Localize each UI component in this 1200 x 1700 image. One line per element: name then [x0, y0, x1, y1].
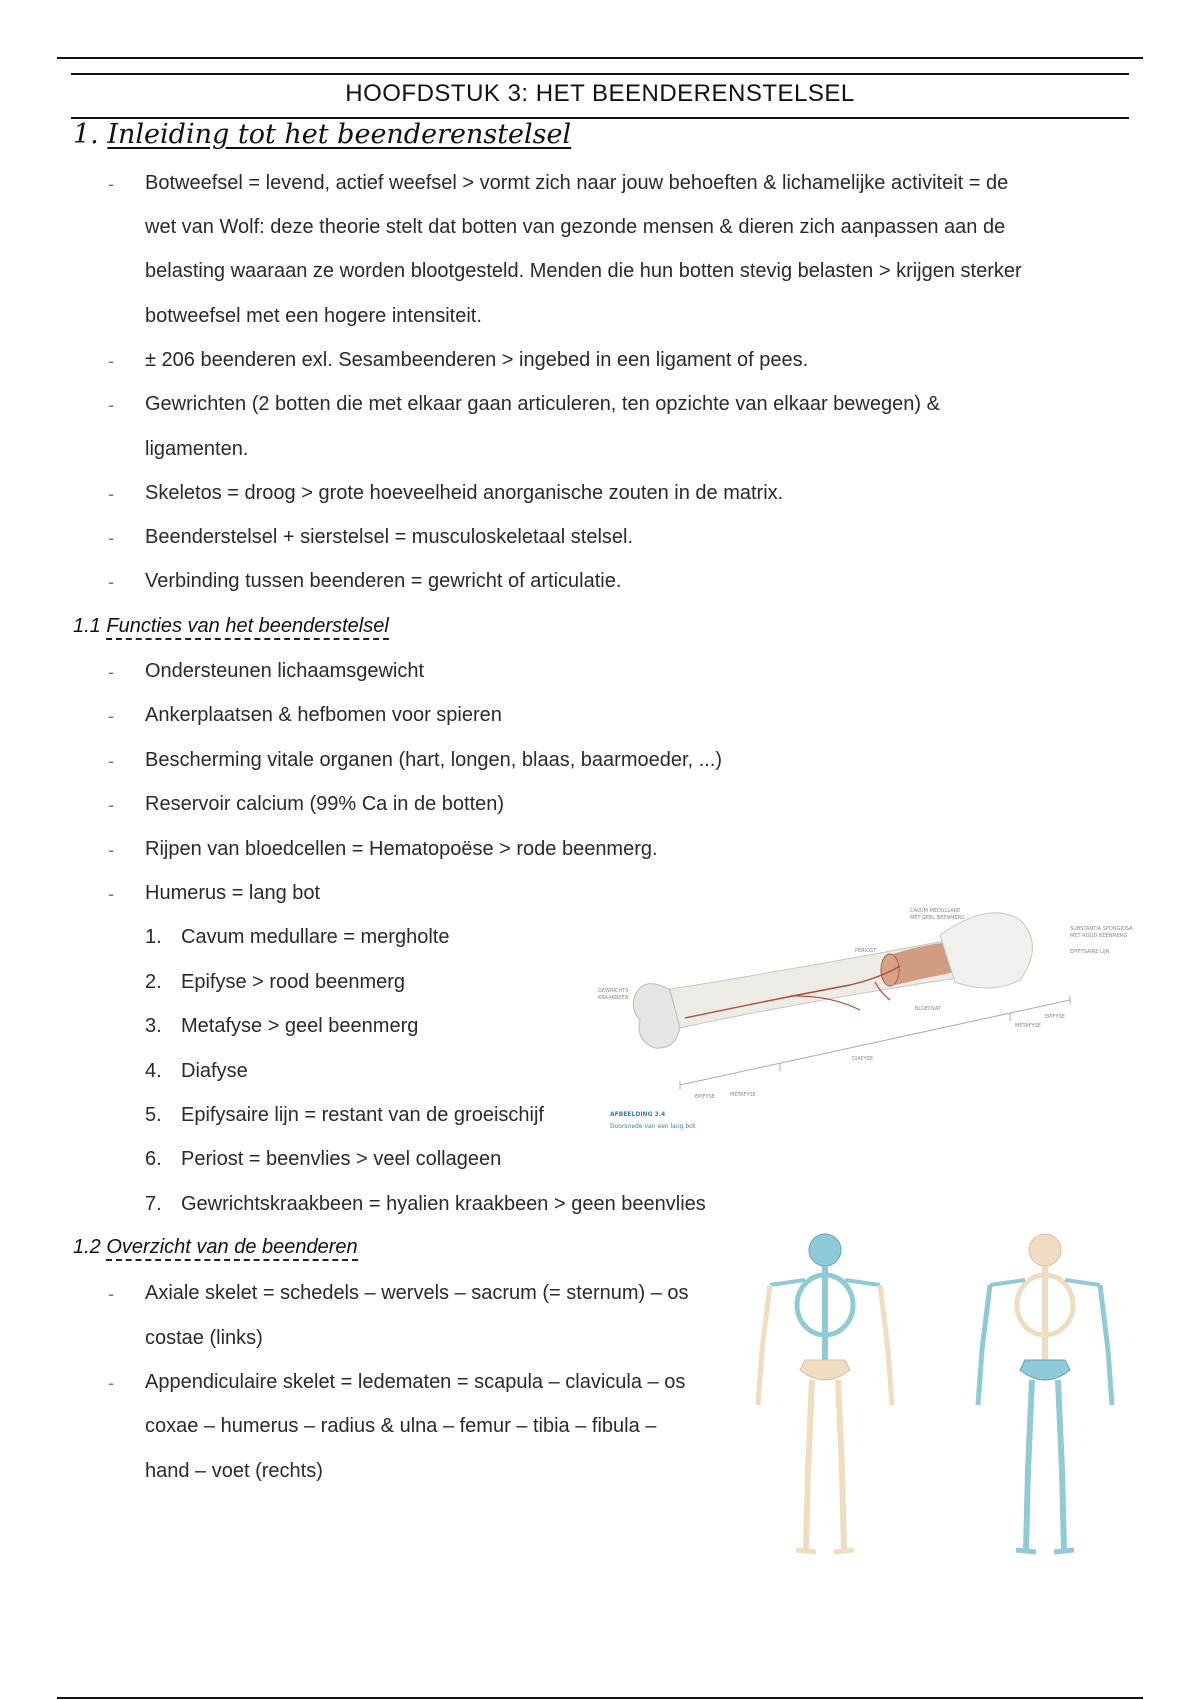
label-epifyse-right: EPIFYSE — [1045, 1014, 1065, 1020]
list-item: Diafyse — [181, 1060, 248, 1082]
chapter-title: HOOFDSTUK 3: HET BEENDERENSTELSEL — [345, 80, 855, 107]
list-item: Periost = beenvlies > veel collageen — [181, 1148, 502, 1170]
skeletons-figure — [750, 1230, 1130, 1570]
list-item: Gewrichtskraakbeen = hyalien kraakbeen > geen beenvlies — [181, 1193, 706, 1215]
subsection-title-text: Overzicht van de beenderen — [106, 1236, 357, 1261]
label-periost: PERIOST — [855, 948, 877, 954]
label-diafyse: DIAFYSE — [852, 1056, 874, 1062]
label-cavum-2: MET GEEL BEENMERG — [910, 915, 965, 921]
list-number: 5. — [145, 1104, 162, 1126]
label-epifyse-left: EPIFYSE — [695, 1094, 715, 1100]
bullet-line: Reservoir calcium (99% Ca in de botten) — [145, 793, 505, 815]
section-1-2-title — [73, 1236, 358, 1259]
figure-caption: Doorsnede van een lang bot — [610, 1123, 696, 1130]
label-bloedvat: BLOEDVAT — [915, 1006, 942, 1012]
bullet-dash: - — [108, 572, 114, 592]
skeleton-appendicular-highlighted — [978, 1234, 1112, 1552]
section-1-title — [73, 119, 571, 150]
list-number: 7. — [145, 1193, 162, 1215]
list-number: 6. — [145, 1148, 162, 1170]
list-item: Epifysaire lijn = restant van de groeischijf — [181, 1104, 544, 1126]
list-number: 2. — [145, 971, 162, 993]
bullet-dash: - — [108, 840, 114, 860]
figure-caption-title: AFBEELDING 3.4 — [610, 1111, 666, 1118]
list-number: 4. — [145, 1060, 162, 1082]
bullet-line: Verbinding tussen beenderen = gewricht of articulatie. — [145, 570, 622, 592]
bullet-line: Ankerplaatsen & hefbomen voor spieren — [145, 704, 502, 726]
section-title-text: Inleiding tot het beenderenstelsel — [107, 119, 572, 150]
list-number: 3. — [145, 1015, 162, 1037]
bullet-line: coxae – humerus – radius & ulna – femur – tibia – fibula – — [145, 1415, 657, 1437]
list-item: Cavum medullare = mergholte — [181, 926, 450, 948]
subsection-title-text: Functies van het beenderstelsel — [106, 615, 388, 640]
bullet-line: Ondersteunen lichaamsgewicht — [145, 660, 425, 682]
bullet-dash: - — [108, 528, 114, 548]
label-cavum: CAVUM MEDULLARE — [910, 908, 961, 914]
bullet-line: Axiale skelet = schedels – wervels – sacrum (= sternum) – os — [145, 1282, 689, 1304]
bullet-dash: - — [108, 884, 114, 904]
bullet-dash: - — [108, 174, 114, 194]
bullet-line: hand – voet (rechts) — [145, 1460, 323, 1482]
bottom-rule — [57, 1697, 1143, 1699]
bullet-line: ligamenten. — [145, 438, 249, 460]
bullet-line: Beenderstelsel + sierstelsel = musculoskeletaal stelsel. — [145, 526, 634, 548]
bullet-dash: - — [108, 1284, 114, 1304]
bone-head — [940, 913, 1033, 988]
bullet-line: botweefsel met een hogere intensiteit. — [145, 305, 482, 327]
label-gewrichts: GEWRICHTS- — [598, 988, 631, 994]
bullet-line: Rijpen van bloedcellen = Hematopoëse > rode beenmerg. — [145, 838, 658, 860]
subsection-number: 1.2 — [73, 1236, 101, 1258]
bullet-line: ± 206 beenderen exl. Sesambeenderen > ingebed in een ligament of pees. — [145, 349, 809, 371]
list-item: Metafyse > geel beenmerg — [181, 1015, 419, 1037]
bullet-line: Appendiculaire skelet = ledematen = scapula – clavicula – os — [145, 1371, 686, 1393]
section-number: 1. — [73, 119, 99, 150]
top-rule — [57, 57, 1143, 59]
bullet-dash: - — [108, 484, 114, 504]
label-epifysaire: EPIFYSAIRE LIJN — [1070, 949, 1110, 955]
bullet-dash: - — [108, 1373, 114, 1393]
bullet-line: Gewrichten (2 botten die met elkaar gaan articuleren, ten opzichte van elkaar bewegen) & — [145, 393, 940, 415]
bullet-line: costae (links) — [145, 1327, 263, 1349]
bullet-line: Humerus = lang bot — [145, 882, 321, 904]
label-substantia-2: MET ROOD BEENMERG — [1070, 933, 1128, 939]
humerus-cross-section-figure — [590, 900, 1170, 1140]
label-metafyse-right: METAFYSE — [1015, 1023, 1041, 1029]
section-1-1-title — [73, 615, 389, 638]
bullet-dash: - — [108, 351, 114, 371]
bullet-line: Bescherming vitale organen (hart, longen, blaas, baarmoeder, ...) — [145, 749, 722, 771]
bullet-line: belasting waaraan ze worden blootgesteld. Menden die hun botten stevig belasten > krijgen sterker — [145, 260, 1022, 282]
bullet-dash: - — [108, 706, 114, 726]
list-number: 1. — [145, 926, 162, 948]
skeleton-axial-highlighted — [758, 1234, 892, 1552]
cut-surface — [881, 954, 899, 986]
title-rule-top — [71, 73, 1129, 75]
label-gewrichts-2: KRAAKBEEN — [598, 995, 629, 1001]
bullet-line: Skeletos = droog > grote hoeveelheid anorganische zouten in de matrix. — [145, 482, 784, 504]
label-substantia: SUBSTANTIA SPONGIOSA — [1070, 926, 1133, 932]
bullet-line: wet van Wolf: deze theorie stelt dat botten van gezonde mensen & dieren zich aanpassen aan de — [145, 216, 1006, 238]
bullet-dash: - — [108, 395, 114, 415]
bullet-dash: - — [108, 662, 114, 682]
bullet-line: Botweefsel = levend, actief weefsel > vormt zich naar jouw behoeften & lichamelijke activiteit = de — [145, 172, 1009, 194]
label-metafyse-left: METAFYSE — [730, 1092, 756, 1098]
bullet-dash: - — [108, 795, 114, 815]
bullet-dash: - — [108, 751, 114, 771]
subsection-number: 1.1 — [73, 615, 101, 637]
list-item: Epifyse > rood beenmerg — [181, 971, 406, 993]
